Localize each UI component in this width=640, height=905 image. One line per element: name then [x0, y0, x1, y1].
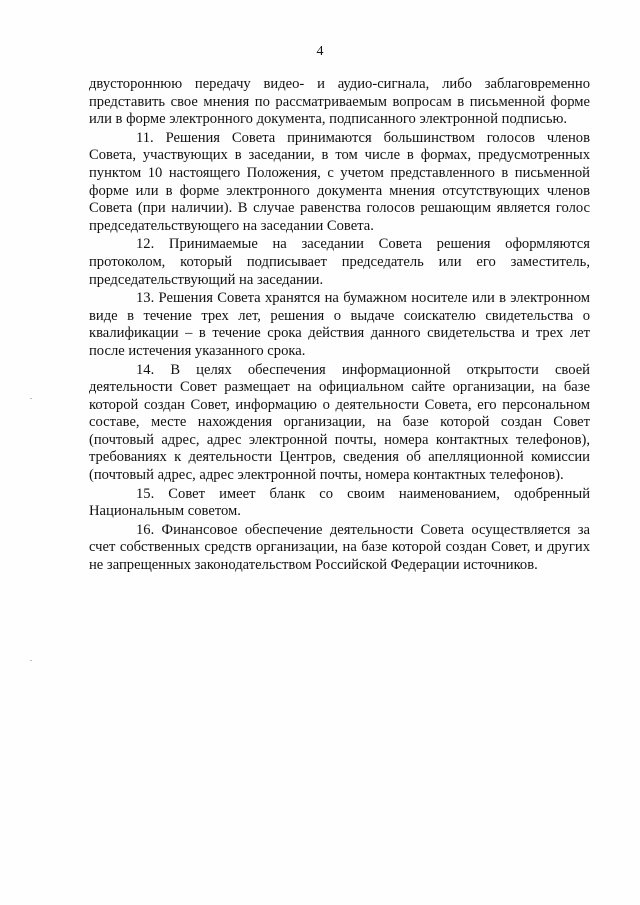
paragraph-continuation: двустороннюю передачу видео- и аудио-сигнала, либо заблаговременно представить свое мнения по рассматриваемым вопросам в письменной форме или в форме электронного документа, подписанного электронной подписью.	[89, 76, 590, 128]
paragraph-item-11: 11. Решения Совета принимаются большинством голосов членов Совета, участвующих в заседании, в том числе в формах, предусмотренных пунктом 10 настоящего Положения, с учетом представленного в письменной форме или в форме электронного документа мнения отсутствующих членов Совета (при наличии). В случае равенства голосов решающим является голос председательствующего на заседании Совета.	[89, 129, 590, 234]
scan-speck	[30, 660, 32, 661]
paragraph-item-12: 12. Принимаемые на заседании Совета решения оформляются протоколом, который подписывает председатель или его заместитель, председательствующий на заседании.	[89, 236, 590, 288]
paragraph-item-15: 15. Совет имеет бланк со своим наименованием, одобренный Национальным советом.	[89, 485, 590, 520]
document-body	[89, 76, 590, 575]
paragraph-item-13: 13. Решения Совета хранятся на бумажном носителе или в электронном виде в течение трех лет, решения о выдаче соискателю свидетельства о квалификации – в течение срока действия данного свидетельства и трех лет после истечения указанного срока.	[89, 290, 590, 359]
page-number: 4	[316, 44, 324, 59]
paragraph-item-14: 14. В целях обеспечения информационной открытости своей деятельности Совет размещает на официальном сайте организации, на базе которой создан Совет, информацию о деятельности Совета, его персональном составе, месте нахождения организации, на базе которой создан Совет (почтовый адрес, адрес электронной почты, номера контактных телефонов), требованиях к деятельности Центров, сведения об апелляционной комиссии (почтовый адрес, адрес электронной почты, номера контактных телефонов).	[89, 361, 590, 484]
scan-speck	[30, 398, 32, 399]
paragraph-item-16: 16. Финансовое обеспечение деятельности Совета осуществляется за счет собственных средств организации, на базе которой создан Совет, и других не запрещенных законодательством Российской Федерации источников.	[89, 521, 590, 574]
